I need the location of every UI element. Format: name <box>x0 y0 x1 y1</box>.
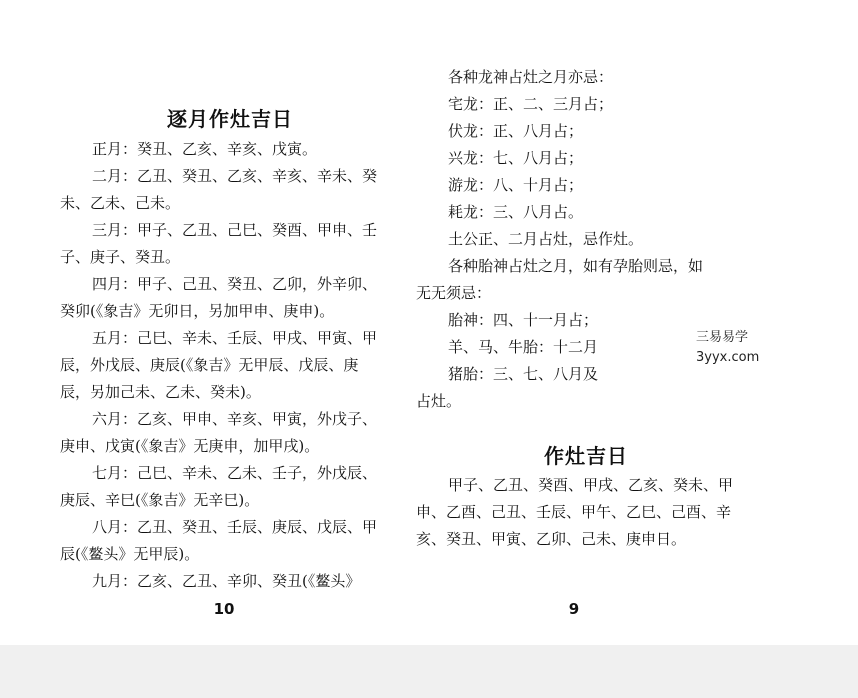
text-line: 猪胎：三、七、八月及 <box>448 365 599 383</box>
text-line: 九月：乙亥、乙丑、辛卯、癸丑(《鳌头》 <box>92 572 361 590</box>
text-line: 癸卯(《象吉》无卯日，另加甲申、庚申)。 <box>60 302 335 320</box>
text-line: 五月：己巳、辛未、壬辰、甲戌、甲寅、甲 <box>92 329 378 347</box>
text-line: 各种胎神占灶之月，如有孕胎则忌，如 <box>448 257 704 275</box>
site-watermark <box>688 328 788 376</box>
text-line: 庚申、戊寅(《象吉》无庚申，加甲戌)。 <box>60 437 320 455</box>
left-page <box>60 0 400 645</box>
text-line: 辰，外戊辰、庚辰(《象吉》无甲辰、戊辰、庚 <box>60 356 359 374</box>
text-line: 占灶。 <box>416 392 462 410</box>
text-line: 游龙：八、十月占； <box>448 176 584 194</box>
page-number: 10 <box>213 600 235 618</box>
watermark-name: 三易易学 <box>696 330 749 345</box>
right-page-title: 作灶吉日 <box>544 444 628 468</box>
text-line: 三月：甲子、乙丑、己巳、癸酉、甲申、壬 <box>92 221 378 239</box>
text-line: 七月：己巳、辛未、乙未、壬子，外戊辰、 <box>92 464 378 482</box>
footer-band <box>0 645 858 698</box>
text-line: 四月：甲子、己丑、癸丑、乙卯，外辛卯、 <box>92 275 378 293</box>
watermark-url: 3yyx.com <box>696 350 760 365</box>
text-line: 辰(《鳌头》无甲辰)。 <box>60 545 200 563</box>
text-line: 无无须忌： <box>416 284 492 302</box>
text-line: 申、乙酉、己丑、壬辰、甲午、乙巳、己酉、辛 <box>416 503 732 521</box>
text-line: 辰，另加己未、乙未、癸未)。 <box>60 383 261 401</box>
left-page-title: 逐月作灶吉日 <box>167 107 293 131</box>
text-line: 二月：乙丑、癸丑、乙亥、辛亥、辛未、癸 <box>92 167 378 185</box>
text-line: 子、庚子、癸丑。 <box>60 248 181 266</box>
right-page <box>416 0 756 645</box>
text-line: 耗龙：三、八月占。 <box>448 203 584 221</box>
text-line: 甲子、乙丑、癸酉、甲戌、乙亥、癸未、甲 <box>448 476 734 494</box>
text-line: 羊、马、牛胎：十二月 <box>448 338 599 356</box>
right-page-bottom-body <box>416 472 756 553</box>
left-page-body <box>60 136 400 595</box>
text-line: 土公正、二月占灶，忌作灶。 <box>448 230 644 248</box>
text-line: 庚辰、辛巳(《象吉》无辛巳)。 <box>60 491 260 509</box>
text-line: 胎神：四、十一月占； <box>448 311 599 329</box>
text-line: 亥、癸丑、甲寅、乙卯、己未、庚申日。 <box>416 530 687 548</box>
page-number: 9 <box>568 600 580 618</box>
text-line: 六月：乙亥、甲申、辛亥、甲寅，外戊子、 <box>92 410 378 428</box>
text-line: 伏龙：正、八月占； <box>448 122 584 140</box>
text-line: 宅龙：正、二、三月占； <box>448 95 614 113</box>
text-line: 未、乙未、己未。 <box>60 194 181 212</box>
text-line: 八月：乙丑、癸丑、壬辰、庚辰、戊辰、甲 <box>92 518 378 536</box>
text-line: 兴龙：七、八月占； <box>448 149 584 167</box>
text-line: 各种龙神占灶之月亦忌： <box>448 68 614 86</box>
text-line: 正月：癸丑、乙亥、辛亥、戊寅。 <box>92 140 318 158</box>
